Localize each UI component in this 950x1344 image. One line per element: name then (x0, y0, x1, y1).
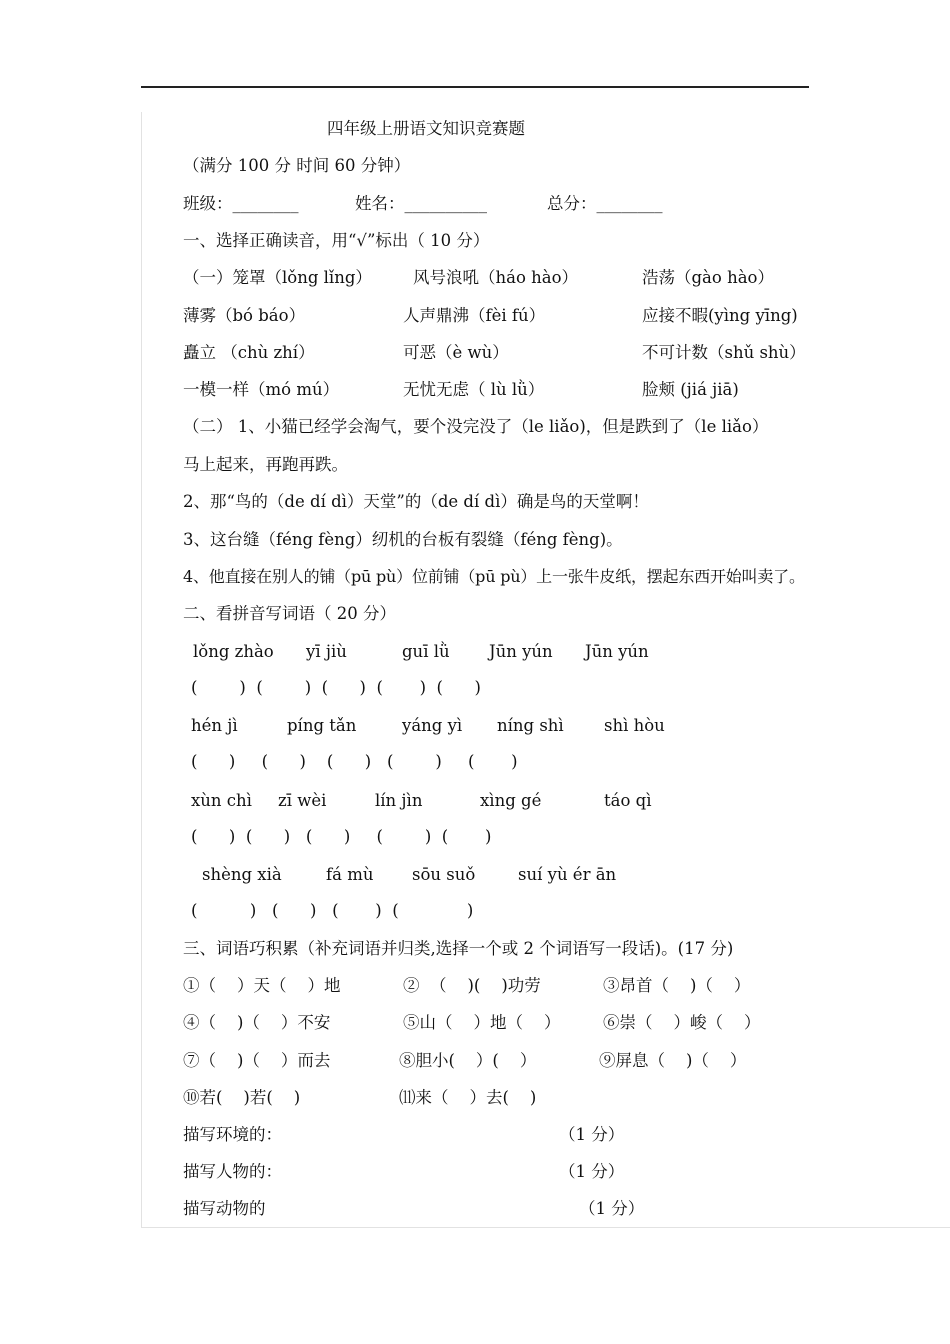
pinyin-word: zī wèi (278, 791, 327, 810)
pinyin-word: hén jì (191, 716, 238, 735)
idiom-blank[interactable]: ⑤山（ ）地（ ） (403, 1013, 561, 1032)
pinyin-word: Jūn yún (585, 642, 649, 661)
idiom-blank[interactable]: ①（ ）天（ ）地 (183, 976, 341, 995)
sentence-line: （二） 1、小猫已经学会淘气，要个没完没了（le liǎo)，但是跌到了（le liǎo） (183, 417, 769, 436)
score-field[interactable]: 总分：________ (547, 194, 663, 213)
class-field[interactable]: 班级：________ (183, 194, 299, 213)
idiom-blank[interactable]: ⑧胆小( ）( ） (399, 1051, 537, 1070)
answer-blanks[interactable]: ( ) ( ) ( ) ( ) ( ) (191, 752, 518, 771)
choice-item[interactable]: 可恶（è wù） (403, 343, 509, 362)
top-rule (141, 86, 809, 88)
section2-heading: 二、看拼音写词语（ 20 分） (183, 604, 396, 623)
pinyin-word: xìng gé (480, 791, 542, 810)
sentence-line: 2、那“鸟的（de dí dì）天堂”的（de dí dì）确是鸟的天堂啊！ (183, 492, 649, 511)
choice-item[interactable]: 应接不暇(yìng yīng) (642, 306, 798, 325)
pinyin-word: Jūn yún (489, 642, 553, 661)
name-field[interactable]: 姓名：__________ (355, 194, 487, 213)
choice-item[interactable]: 无忧无虑（ lù lǜ） (403, 380, 545, 399)
idiom-blank[interactable]: ⑨屏息（ )（ ） (599, 1051, 747, 1070)
choice-item[interactable]: 浩荡（gào hào） (642, 268, 774, 287)
section3-heading: 三、词语巧积累（补充词语并归类,选择一个或 2 个词语写一段话)。(17 分) (183, 939, 734, 958)
sentence-line: 马上起来，再跑再跌。 (183, 455, 348, 474)
left-margin-rule (141, 112, 142, 1227)
answer-blanks[interactable]: ( ) ( ) ( ) ( ) ( ) (191, 827, 492, 846)
pinyin-word: yī jiù (306, 642, 347, 661)
choice-item[interactable]: 一模一样（mó mú） (183, 380, 340, 399)
pinyin-word: lín jìn (375, 791, 423, 810)
choice-item[interactable]: （一）笼罩（lǒng lǐng） (183, 268, 372, 287)
idiom-blank[interactable]: ⑩若( )若( ) (183, 1088, 301, 1107)
pinyin-word: shèng xià (202, 865, 282, 884)
choice-item[interactable]: 矗立 （chù zhí） (183, 343, 315, 362)
describe-label: 描写环境的： (183, 1125, 282, 1144)
pinyin-word: sōu suǒ (412, 865, 476, 884)
pinyin-word: níng shì (497, 716, 564, 735)
sentence-line: 4、他直接在别人的铺（pū pù）位前铺（pū pù）上一张牛皮纸，摆起东西开始叫卖了。 (183, 567, 805, 586)
describe-label: 描写人物的： (183, 1162, 282, 1181)
idiom-blank[interactable]: ② （ )( )功劳 (403, 976, 541, 995)
answer-blanks[interactable]: ( ) ( ) ( ) ( ) (191, 901, 474, 920)
pinyin-word: suí yù ér ān (518, 865, 617, 884)
page-title: 四年级上册语文知识竞赛题 (327, 119, 525, 138)
idiom-blank[interactable]: ⑾来（ ）去( ) (399, 1088, 537, 1107)
choice-item[interactable]: 风号浪吼（háo hào） (413, 268, 579, 287)
choice-item[interactable]: 薄雾（bó báo） (183, 306, 306, 325)
exam-meta: （满分 100 分 时间 60 分钟） (183, 156, 411, 175)
idiom-blank[interactable]: ⑦（ )（ ）而去 (183, 1051, 331, 1070)
pinyin-word: yáng yì (402, 716, 463, 735)
pinyin-word: xùn chì (191, 791, 252, 810)
choice-item[interactable]: 人声鼎沸（fèi fú） (403, 306, 546, 325)
section1-heading: 一、选择正确读音，用“√”标出（ 10 分） (183, 231, 490, 250)
choice-item[interactable]: 脸颊 (jiá jiā) (642, 380, 739, 399)
idiom-blank[interactable]: ④（ )（ ）不安 (183, 1013, 331, 1032)
describe-score: （1 分） (559, 1162, 625, 1181)
idiom-blank[interactable]: ⑥崇（ ）峻（ ） (603, 1013, 761, 1032)
pinyin-word: lǒng zhào (193, 642, 274, 661)
describe-score: （1 分） (579, 1199, 645, 1218)
sentence-line: 3、这台缝（féng fèng）纫机的台板有裂缝（féng fèng)。 (183, 530, 623, 549)
pinyin-word: guī lǜ (402, 642, 450, 661)
bottom-rule (141, 1227, 950, 1228)
describe-score: （1 分） (559, 1125, 625, 1144)
pinyin-word: shì hòu (604, 716, 665, 735)
answer-blanks[interactable]: ( ) ( ) ( ) ( ) ( ) (191, 678, 481, 697)
describe-label: 描写动物的 (183, 1199, 266, 1218)
pinyin-word: táo qì (604, 791, 652, 810)
pinyin-word: píng tǎn (287, 716, 357, 735)
pinyin-word: fá mù (326, 865, 374, 884)
choice-item[interactable]: 不可计数（shǔ shù） (642, 343, 806, 362)
idiom-blank[interactable]: ③昂首（ )（ ） (603, 976, 751, 995)
